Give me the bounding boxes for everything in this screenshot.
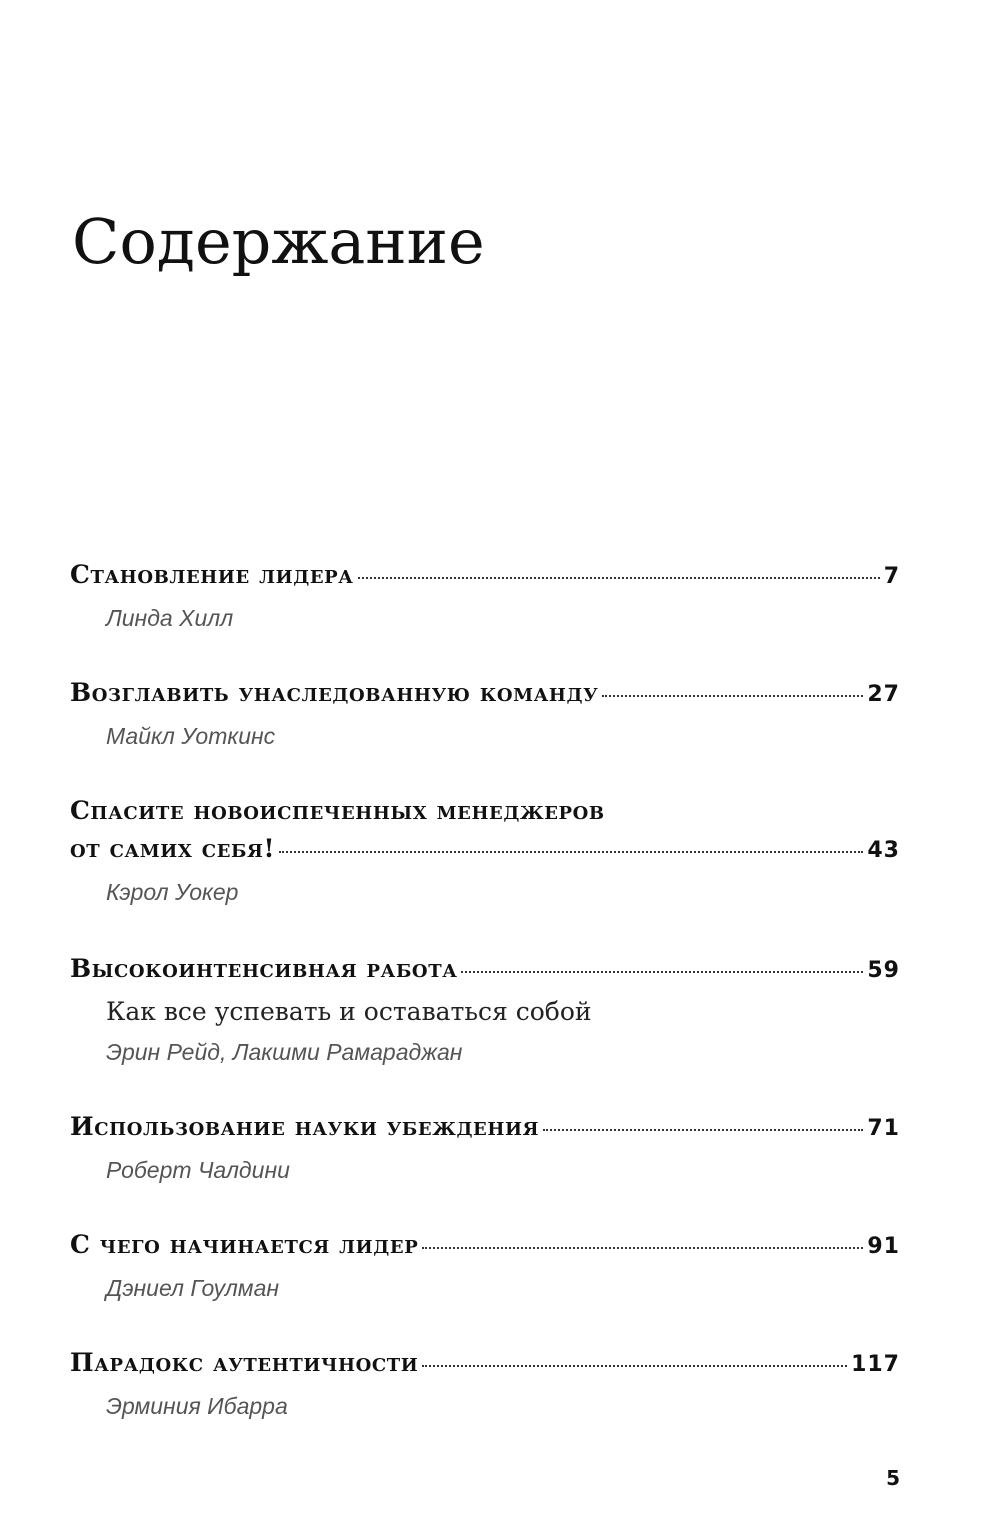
toc-entry-author: Эрин Рейд, Лакшми Рамараджан <box>106 1039 463 1065</box>
toc-entry-title-line <box>70 954 900 992</box>
toc-entry-author: Эрминия Ибарра <box>106 1393 288 1419</box>
toc-entry-title[interactable]: С чего начинается лидер <box>70 1230 419 1259</box>
toc-entry[interactable] <box>70 954 900 1072</box>
toc-entry-title[interactable]: Становление лидера <box>70 560 354 589</box>
toc-entry-author: Роберт Чалдини <box>106 1157 290 1183</box>
leader-dots <box>602 695 863 697</box>
toc-entry-title[interactable]: Спасите новоиспеченных менеджеров <box>70 796 605 825</box>
toc-entry-title-line <box>70 678 900 716</box>
toc-entry-title[interactable]: Парадокс аутентичности <box>70 1348 419 1377</box>
toc-entry-title-line <box>70 1112 900 1150</box>
leader-dots <box>279 851 863 853</box>
toc-entry-author: Кэрол Уокер <box>106 879 239 905</box>
toc-entry-title[interactable]: Высокоинтенсивная работа <box>70 954 458 983</box>
toc-entry-page-number: 91 <box>867 1234 900 1259</box>
toc-entry-title-line <box>70 834 900 872</box>
toc-entry-author: Дэниел Гоулман <box>106 1275 280 1301</box>
toc-entry-author: Майкл Уоткинс <box>106 723 276 749</box>
toc-entry-author: Линда Хилл <box>106 605 234 631</box>
toc-entry-title[interactable]: Использование науки убеждения <box>70 1112 540 1141</box>
toc-entry-title-line <box>70 560 900 598</box>
toc-entry-title-line <box>70 796 900 834</box>
leader-dots <box>543 1129 863 1131</box>
toc-entry-page-number: 27 <box>867 682 900 707</box>
toc-entry[interactable] <box>70 1112 900 1190</box>
toc-entry-subtitle: Как все успевать и оставаться собой <box>106 997 592 1026</box>
page-number: 5 <box>886 1466 900 1490</box>
toc-entry[interactable] <box>70 560 900 638</box>
toc-entry[interactable] <box>70 678 900 756</box>
toc-entry-page-number: 117 <box>851 1352 900 1377</box>
toc-entry[interactable] <box>70 1348 900 1426</box>
toc-entry[interactable] <box>70 1230 900 1308</box>
toc-entry-title-continuation[interactable]: от самих себя! <box>70 834 276 863</box>
leader-dots <box>422 1365 847 1367</box>
toc-entry[interactable] <box>70 796 900 912</box>
toc-entry-title[interactable]: Возглавить унаследованную команду <box>70 678 599 707</box>
toc-entry-page-number: 7 <box>883 564 900 589</box>
toc-entry-title-line <box>70 1348 900 1386</box>
toc-entry-title-line <box>70 1230 900 1268</box>
leader-dots <box>358 577 880 579</box>
toc-entry-page-number: 59 <box>867 958 900 983</box>
page-title: Содержание <box>72 205 485 278</box>
toc-entry-page-number: 43 <box>867 838 900 863</box>
leader-dots <box>422 1247 863 1249</box>
leader-dots <box>461 971 863 973</box>
toc-entry-page-number: 71 <box>867 1116 900 1141</box>
